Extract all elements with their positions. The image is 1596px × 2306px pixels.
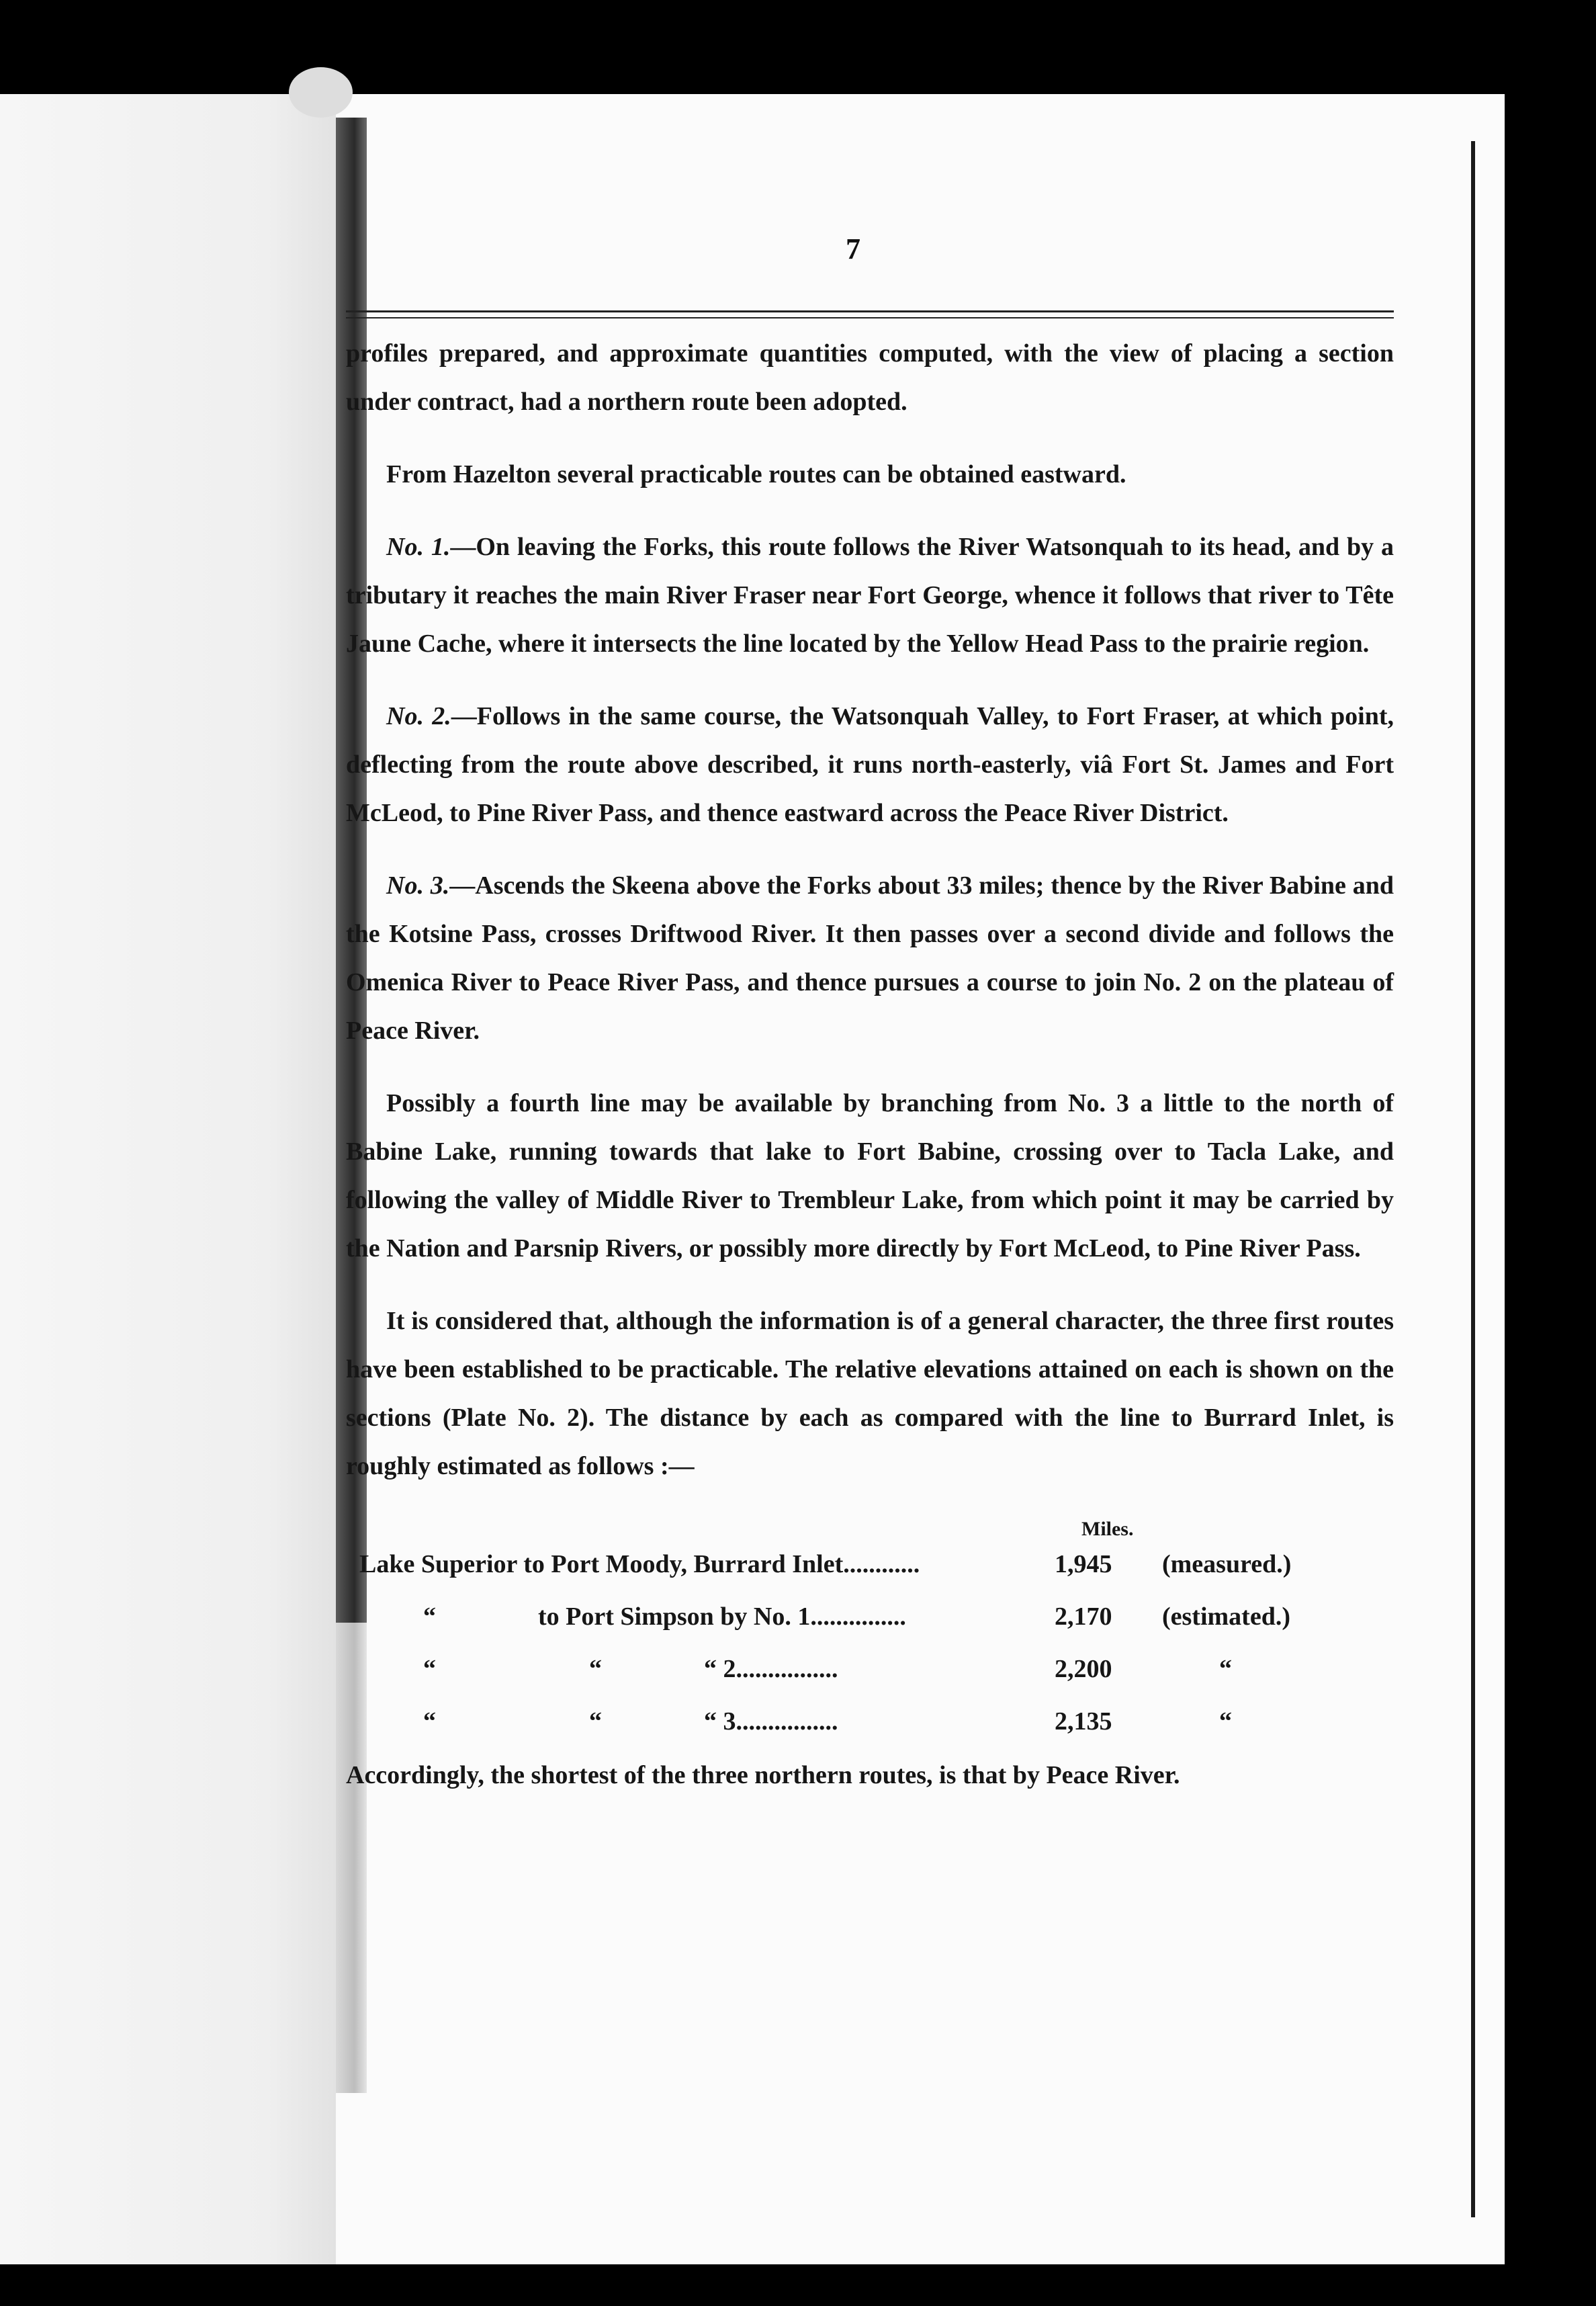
page-number: 7	[846, 232, 860, 265]
header-rule-top	[346, 310, 1394, 312]
paragraph-hazelton: From Hazelton several practicable routes can be obtained eastward.	[386, 460, 1126, 488]
row-note: (measured.)	[1162, 1550, 1292, 1578]
route-1-label: No. 1.	[386, 533, 451, 561]
body-text	[346, 329, 1394, 1824]
row-miles: 1,945	[1055, 1550, 1112, 1578]
route-2-text: —Follows in the same course, the Watsonquah Valley, to Fort Fraser, at which point, deflecting from the route above described, it runs north-easterly, viâ Fort St. James and Fort McLeod, to Pine River Pass, and thence eastward across the Peace River District.	[346, 702, 1394, 827]
paragraph-profiles: profiles prepared, and approximate quantities computed, with the view of placing a section under contract, had a northern route been adopted.	[346, 339, 1394, 416]
table-row	[346, 1672, 1394, 1736]
route-3-label: No. 3.	[386, 871, 450, 900]
paragraph-route-3	[346, 861, 1394, 1055]
row-note: “	[1219, 1707, 1232, 1736]
paragraph-fourth-line: Possibly a fourth line may be available by branching from No. 3 a little to the north of Babine Lake, running towards that lake to Fort Babine, crossing over to Tacla Lake, and following the valley of Middle River to Trembleur Lake, from which point it may be carried by the Nation and Parsnip Rivers, or possibly more directly by Fort McLeod, to Pine River Pass.	[346, 1089, 1394, 1263]
distance-table	[346, 1514, 1394, 1736]
row-note: (estimated.)	[1162, 1603, 1290, 1631]
row-miles: 2,170	[1055, 1603, 1112, 1631]
facing-page-edge	[0, 94, 336, 2264]
row-route: “ to Port Simpson by No. 1...............	[423, 1603, 906, 1631]
row-miles: 2,135	[1055, 1707, 1112, 1736]
paper-damage-blot	[289, 67, 353, 118]
paragraph-route-1	[346, 523, 1394, 668]
table-row	[346, 1619, 1394, 1683]
paragraph-route-2	[346, 692, 1394, 837]
miles-column-header: Miles.	[1081, 1518, 1134, 1540]
header-rule-bottom	[346, 317, 1394, 318]
scan-border-right	[1505, 94, 1596, 2264]
table-row	[346, 1514, 1394, 1578]
row-route: “ “ “ 2................	[423, 1655, 838, 1683]
route-2-label: No. 2.	[386, 702, 451, 730]
route-1-text: —On leaving the Forks, this route follows the River Watsonquah to its head, and by a tributary it reaches the main River Fraser near Fort George, whence it follows that river to Tête Jaune Cache, where it intersects the line located by the Yellow Head Pass to the prairie region.	[346, 533, 1394, 658]
table-row	[346, 1567, 1394, 1631]
row-miles: 2,200	[1055, 1655, 1112, 1683]
row-route: “ “ “ 3................	[423, 1707, 838, 1736]
route-3-text: —Ascends the Skeena above the Forks about 33 miles; thence by the River Babine and the Kotsine Pass, crosses Driftwood River. It then passes over a second divide and follows the Omenica River to Peace River Pass, and thence pursues a course to join No. 2 on the plateau of Peace River.	[346, 871, 1394, 1045]
page-edge-line	[1471, 141, 1475, 2217]
row-note: “	[1219, 1655, 1232, 1683]
paragraph-conclusion: Accordingly, the shortest of the three northern routes, is that by Peace River.	[346, 1761, 1180, 1789]
paragraph-considered: It is considered that, although the information is of a general character, the three first routes have been established to be practicable. The relative elevations attained on each is shown on the sections (Plate No. 2). The distance by each as compared with the line to Burrard Inlet, is roughly estimated as follows :—	[346, 1307, 1394, 1480]
row-route: Lake Superior to Port Moody, Burrard Inlet............	[359, 1550, 920, 1578]
